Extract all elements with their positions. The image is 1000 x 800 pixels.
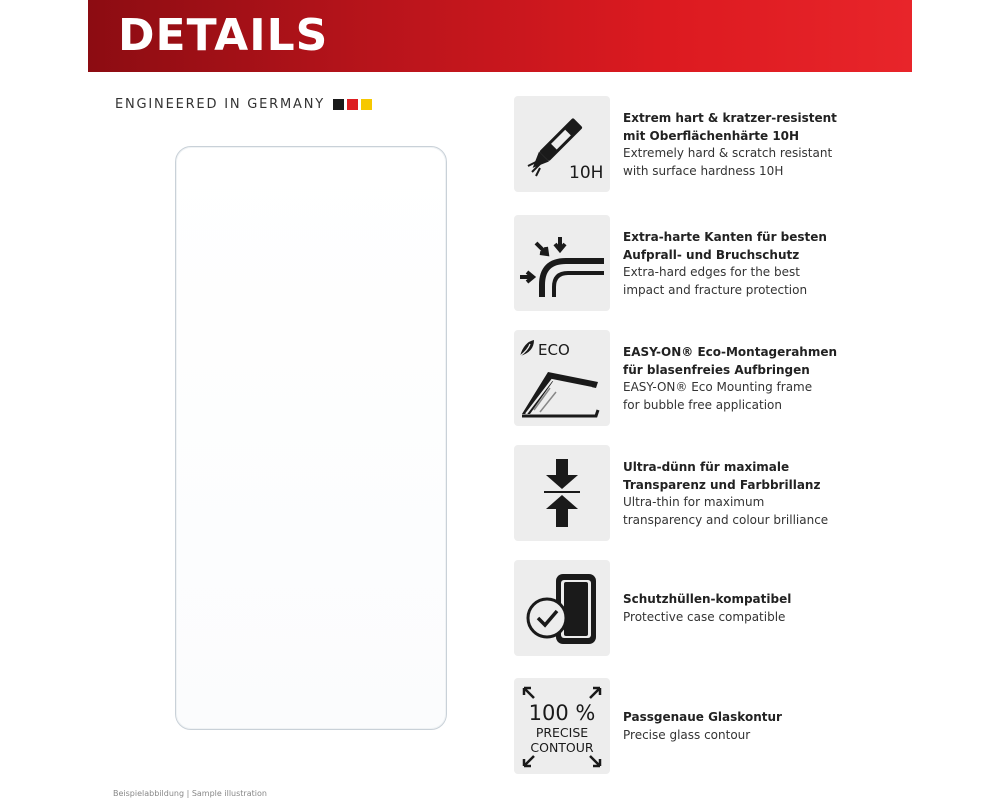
ultra-thin-arrows-icon [514, 445, 610, 541]
header-banner [88, 0, 912, 72]
feature-en-line: Extremely hard & scratch resistant [623, 146, 833, 160]
icon-10h-label: 10H [569, 163, 604, 183]
feature-en-line: with surface hardness 10H [623, 163, 784, 178]
feature-de-line: Transparenz und Farbbrillanz [623, 477, 821, 492]
feature-de-line: Ultra-dünn für maximale [623, 460, 790, 474]
feature-en-line: impact and fracture protection [623, 282, 808, 297]
page-title: DETAILS [118, 10, 329, 61]
eco-mounting-frame-icon [514, 330, 610, 426]
feature-de-line: Schutzhüllen-kompatibel [623, 592, 792, 606]
feature-de-line: Aufprall- und Bruchschutz [623, 247, 800, 262]
feature-edges [514, 215, 914, 311]
feature-en-line: Ultra-thin for maximum [623, 495, 765, 509]
feature-en-line: Extra-hard edges for the best [623, 265, 800, 279]
feature-en-line: EASY-ON® Eco Mounting frame [623, 380, 813, 394]
feature-precise-contour [514, 678, 914, 774]
feature-en-line: Precise glass contour [623, 727, 751, 742]
engineered-label: ENGINEERED IN GERMANY [115, 97, 325, 112]
icon-eco-label: ECO [538, 341, 570, 359]
flag-gold [361, 99, 372, 110]
icon-percent-label: 100 % [528, 701, 596, 725]
feature-de-line: EASY-ON® Eco-Montagerahmen [623, 345, 838, 359]
flag-red [347, 99, 358, 110]
precise-contour-icon [514, 678, 610, 774]
sample-illustration-caption: Beispielabbildung | Sample illustration [113, 789, 267, 798]
impact-edges-icon [514, 215, 610, 311]
engineered-in-germany [115, 97, 372, 112]
icon-contour-label: CONTOUR [530, 740, 594, 755]
feature-en-line: Protective case compatible [623, 609, 786, 624]
feature-case-compatible [514, 560, 914, 656]
feature-hardness [514, 96, 914, 192]
feature-de-line: Passgenaue Glaskontur [623, 710, 782, 724]
icon-precise-label: PRECISE [535, 725, 589, 740]
feature-ultra-thin [514, 445, 914, 541]
german-flag-icon [333, 99, 372, 110]
feature-en-line: for bubble free application [623, 397, 782, 412]
flag-black [333, 99, 344, 110]
scalpel-10h-icon [514, 96, 610, 192]
feature-de-line: Extrem hart & kratzer-resistent [623, 111, 837, 125]
glass-protector-illustration [175, 146, 447, 730]
feature-de-line: Extra-harte Kanten für besten [623, 230, 827, 244]
feature-easy-on [514, 330, 914, 426]
case-compatible-icon [514, 560, 610, 656]
feature-de-line: für blasenfreies Aufbringen [623, 362, 810, 377]
feature-en-line: transparency and colour brilliance [623, 512, 829, 527]
feature-de-line: mit Oberflächenhärte 10H [623, 128, 800, 143]
